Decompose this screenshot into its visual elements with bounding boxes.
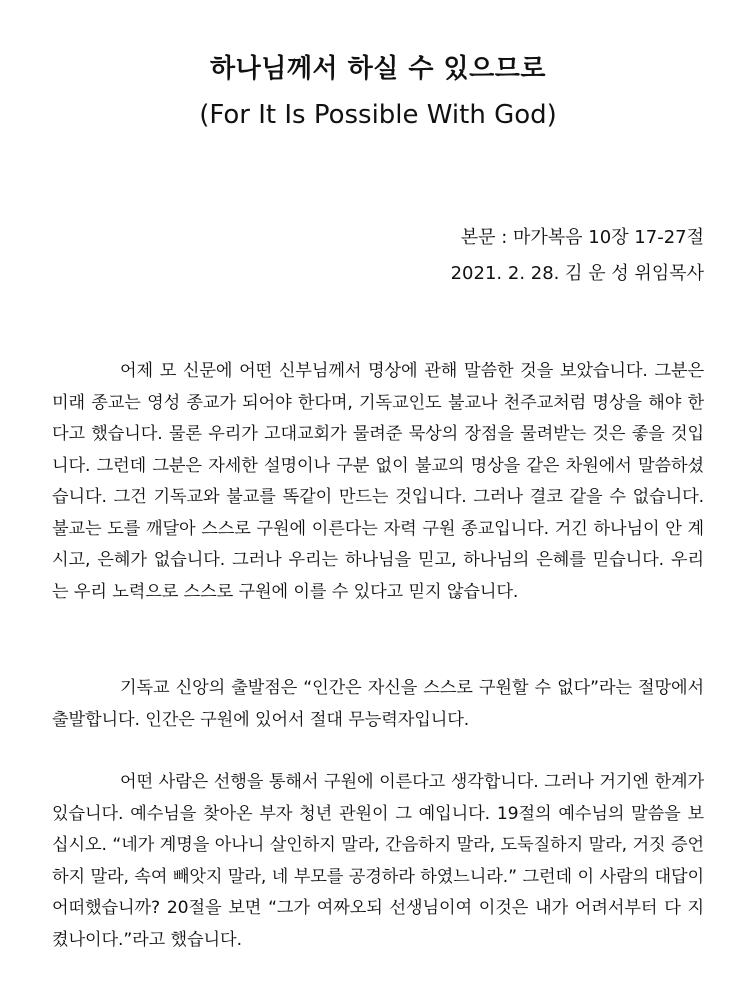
date-author-line: 2021. 2. 28. 김 운 성 위임목사 [450,263,704,284]
title-block [0,46,756,138]
body-paragraph: 기독교 신앙의 출발점은 “인간은 자신을 스스로 구원할 수 없다”라는 절망에서 출발합니다. 인간은 구원에 있어서 절대 무능력자입니다. [52,678,704,730]
body-paragraph: 어떤 사람은 선행을 통해서 구원에 이른다고 생각합니다. 그러나 거기엔 한계가 있습니다. 예수님을 찾아온 부자 청년 관원이 그 예입니다. 19절의 예수님의 말씀을 보십시오. “네가 계명을 아나니 살인하지 말라, 간음하지 말라, 도둑질하지 말라, 거짓 증언하지 말라, 속여 빼앗지 말라, 네 부모를 공경하라 하였느니라.” 그런데 이 사람의 대답이 어떠했습니까? 20절을 보면 “그가 여짜오되 선생님이여 이것은 내가 어려서부터 다 지켰나이다.”라고 했습니다. [52,772,704,950]
scripture-reference: 본문 : 마가복음 10장 17-27절 [460,227,704,248]
sermon-subtitle-english: (For It Is Possible With God) [199,100,557,130]
sermon-title: 하나님께서 하실 수 있으므로 [209,54,547,84]
sermon-meta [451,220,704,292]
body-paragraph: 어제 모 신문에 어떤 신부님께서 명상에 관해 말씀한 것을 보았습니다. 그분은 미래 종교는 영성 종교가 되어야 한다며, 기독교인도 불교나 천주교처럼 명상을 해야 한다고 했습니다. 물론 우리가 고대교회가 물려준 묵상의 장점을 물려받는 것은 좋을 것입니다. 그런데 그분은 자세한 설명이나 구분 없이 불교의 명상을 같은 차원에서 말씀하셨습니다. 그건 기독교와 불교를 똑같이 만드는 것입니다. 그러나 결코 같을 수 없습니다. 불교는 도를 깨달아 스스로 구원에 이른다는 자력 구원 종교입니다. 거긴 하나님이 안 계시고, 은혜가 없습니다. 그러나 우리는 하나님을 믿고, 하나님의 은혜를 믿습니다. 우리는 우리 노력으로 스스로 구원에 이를 수 있다고 믿지 않습니다. [52,361,704,602]
